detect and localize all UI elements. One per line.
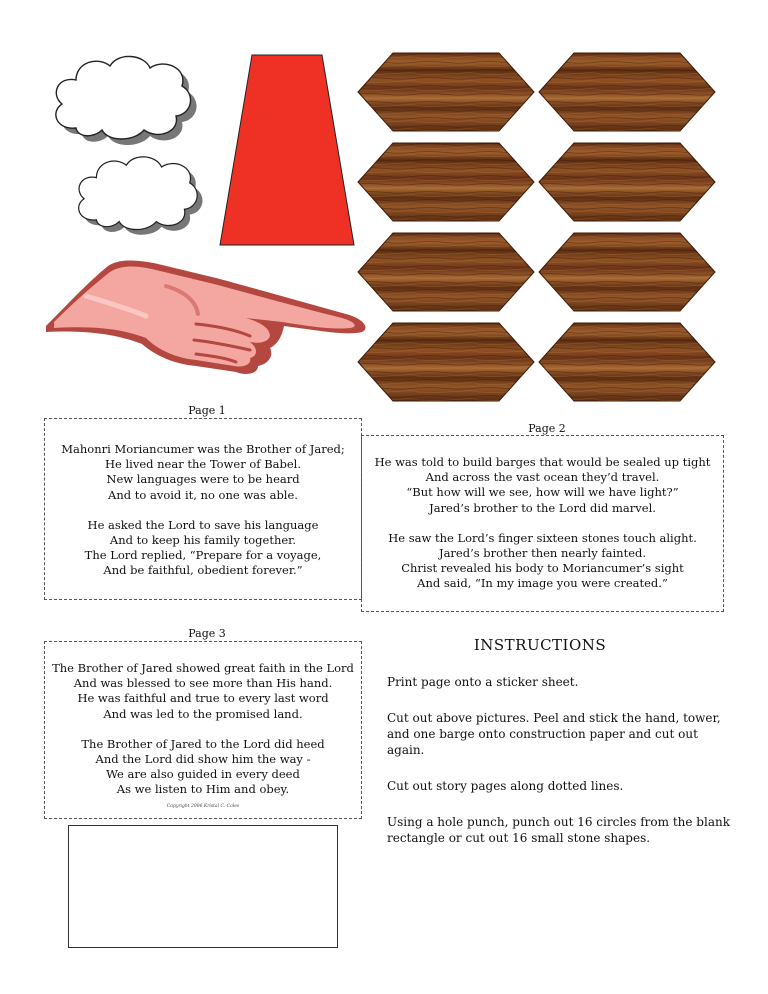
story-line: The Lord replied, “Prepare for a voyage, [84, 548, 322, 563]
page2-label: Page 2 [528, 422, 566, 435]
story-line: And was led to the promised land. [103, 706, 303, 721]
barge-icon [538, 232, 716, 312]
story-line: Mahonri Moriancumer was the Brother of Jared; [61, 442, 345, 456]
cloud-icon [46, 50, 196, 145]
tower-icon [218, 54, 356, 246]
blank-stone-rectangle[interactable] [68, 825, 338, 948]
story-line: He asked the Lord to save his language [87, 517, 319, 532]
page1-label: Page 1 [188, 404, 226, 417]
barge-icon [538, 322, 716, 402]
story-line: He lived near the Tower of Babel. [104, 457, 302, 472]
story-line: He saw the Lord’s finger sixteen stones touch alight. [388, 530, 697, 545]
story-line: The Brother of Jared showed great faith in the Lord [52, 661, 354, 675]
story-line: New languages were to be heard [106, 472, 300, 487]
copyright-notice: Copyright 2006 Kristal C. Coles [166, 803, 240, 809]
instruction-step-1: Print page onto a sticker sheet. [387, 675, 579, 689]
pointing-hand-icon [46, 256, 372, 376]
story-line: “But how will we see, how will we have light?” [406, 485, 679, 500]
story-line: And to keep his family together. [109, 533, 297, 548]
story-line: And be faithful, obedient forever.” [103, 563, 303, 578]
story-line: And the Lord did show him the way - [95, 752, 311, 767]
story-line: And across the vast ocean they’d travel. [425, 470, 660, 485]
story-line: The Brother of Jared to the Lord did heed [81, 736, 325, 751]
story-line: He was faithful and true to every last word [77, 691, 329, 706]
barge-icon [538, 52, 716, 132]
instruction-step-4: Using a hole punch, punch out 16 circles from the blank rectangle or cut out 16 small stone shapes. [387, 815, 730, 845]
barge-icon [357, 322, 535, 402]
instructions-title: INSTRUCTIONS [473, 636, 607, 654]
story-line: Jared’s brother to the Lord did marvel. [429, 500, 656, 515]
story-line: And to avoid it, no one was able. [108, 487, 298, 502]
story-line: He was told to build barges that would be sealed up tight [374, 455, 711, 469]
story-line: We are also guided in every deed [106, 767, 300, 782]
instruction-step-3: Cut out story pages along dotted lines. [387, 779, 624, 793]
cloud-icon [70, 147, 202, 239]
barge-icon [538, 142, 716, 222]
instruction-step-2: Cut out above pictures. Peel and stick the hand, tower, and one barge onto construction paper and cut out again. [387, 711, 721, 757]
page1-story-box[interactable] [44, 418, 362, 600]
story-line: And said, “In my image you were created.” [417, 576, 668, 591]
page2-story-box[interactable] [361, 435, 724, 612]
story-line: And was blessed to see more than His hand. [73, 676, 333, 691]
barge-icon [357, 142, 535, 222]
story-line: As we listen to Him and obey. [116, 782, 290, 797]
page3-story-box[interactable] [44, 641, 362, 819]
story-line: Jared’s brother then nearly fainted. [438, 546, 647, 561]
barge-icon [357, 232, 535, 312]
story-line: Christ revealed his body to Moriancumer’s sight [401, 561, 684, 576]
page3-label: Page 3 [188, 627, 226, 640]
barge-icon [357, 52, 535, 132]
